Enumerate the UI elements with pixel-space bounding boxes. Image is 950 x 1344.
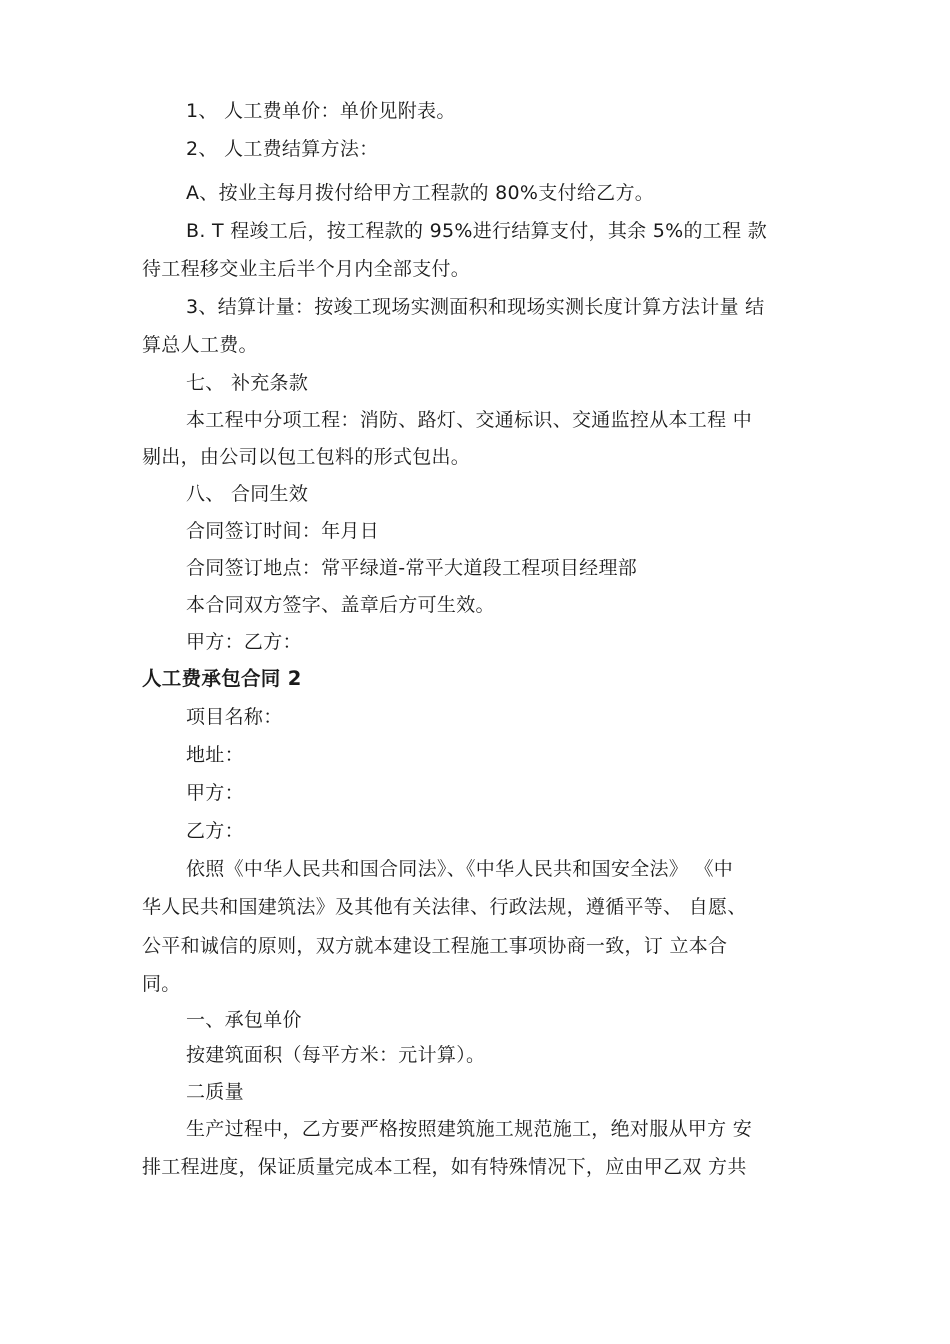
clause-b-continued: 待工程移交业主后半个月内全部支付。 [142, 258, 471, 280]
contract-sign-location: 合同签订地点：常平绿道-常平大道段工程项目经理部 [186, 557, 638, 579]
section-contract-unit-price: 一、承包单价 [186, 1009, 302, 1031]
section-contract-effective: 八、 合同生效 [186, 483, 309, 505]
paragraph-legal-basis-line-3: 公平和诚信的原则，双方就本建设工程施工事项协商一致，订 立本合 [142, 935, 728, 957]
paragraph-legal-basis: 依照《中华人民共和国合同法》、《中华人民共和国安全法》 《中 [186, 858, 734, 880]
paragraph-legal-basis-line-4: 同。 [142, 973, 181, 995]
paragraph-quality: 生产过程中，乙方要严格按照建筑施工规范施工，绝对服从甲方 安 [186, 1118, 753, 1140]
contract-2-title: 人工费承包合同 2 [142, 667, 302, 690]
party-a-field: 甲方： [186, 782, 244, 804]
section-quality: 二质量 [186, 1081, 244, 1103]
party-signatures: 甲方：乙方： [186, 631, 302, 653]
paragraph-building-area: 按建筑面积（每平方米：元计算）。 [186, 1044, 486, 1066]
clause-b-completion-payment: B. T 程竣工后，按工程款的 95%进行结算支付，其余 5%的工程 款 [186, 220, 768, 242]
paragraph-subitems: 本工程中分项工程：消防、路灯、交通标识、交通监控从本工程 中 [186, 409, 753, 431]
section-supplementary-terms: 七、 补充条款 [186, 372, 309, 394]
clause-labor-unit-price: 1、 人工费单价：单价见附表。 [186, 100, 456, 122]
clause-a-monthly-payment: A、按业主每月拨付给甲方工程款的 80%支付给乙方。 [186, 182, 655, 204]
clause-settlement-method: 2、 人工费结算方法： [186, 138, 379, 160]
contract-sign-date: 合同签订时间：年月日 [186, 520, 380, 542]
address-field: 地址： [186, 744, 244, 766]
party-b-field: 乙方： [186, 820, 244, 842]
paragraph-quality-continued: 排工程进度，保证质量完成本工程，如有特殊情况下，应由甲乙双 方共 [142, 1156, 747, 1178]
clause-settlement-continued: 算总人工费。 [142, 334, 258, 356]
project-name-field: 项目名称： [186, 706, 283, 728]
paragraph-subitems-continued: 剔出，由公司以包工包料的形式包出。 [142, 446, 471, 468]
contract-effective-note: 本合同双方签字、盖章后方可生效。 [186, 594, 495, 616]
clause-settlement-measurement: 3、结算计量：按竣工现场实测面积和现场实测长度计算方法计量 结 [186, 296, 765, 318]
paragraph-legal-basis-line-2: 华人民共和国建筑法》及其他有关法律、行政法规，遵循平等、 自愿、 [142, 896, 747, 918]
